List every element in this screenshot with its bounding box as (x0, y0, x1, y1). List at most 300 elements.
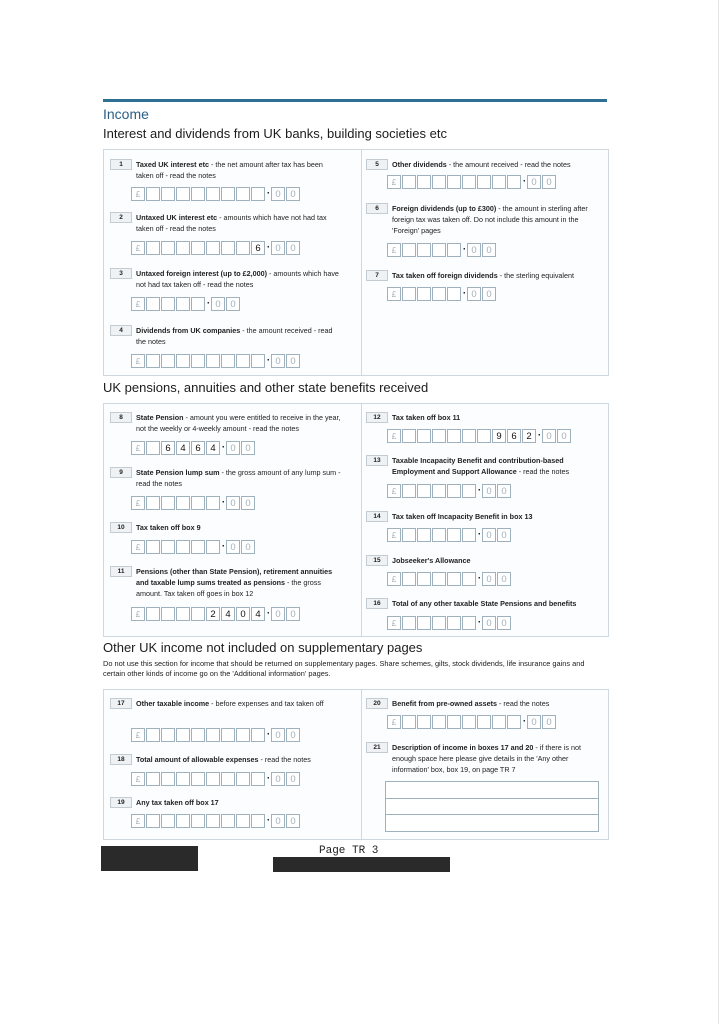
box-number: 11 (110, 566, 132, 577)
field-label-rest: - the sterling equivalent (497, 271, 575, 280)
decimal-point: · (221, 540, 226, 552)
pence-box[interactable]: 0 (271, 772, 285, 786)
digit-box[interactable] (402, 429, 416, 443)
pence-box[interactable]: 0 (271, 354, 285, 368)
pence-box[interactable]: 0 (497, 572, 511, 586)
digit-box[interactable] (146, 496, 160, 510)
section-note-other-income: Do not use this section for income that should be returned on supplementary pages. Share schemes, gilts, stock dividends, life insurance gains and certain other kinds of income go on the 'Additional information' pages. (103, 659, 585, 678)
digit-box[interactable] (417, 243, 431, 257)
field-label-rest: - the gross amount. Tax taken off goes in box 12 (136, 578, 321, 598)
box-number: 16 (366, 598, 388, 609)
field-label (392, 412, 598, 423)
digit-box[interactable] (236, 814, 250, 828)
pence-box[interactable]: 0 (542, 715, 556, 729)
digit-box[interactable] (146, 187, 160, 201)
digit-box[interactable] (462, 572, 476, 586)
decimal-point: · (462, 243, 467, 255)
digit-box[interactable] (447, 715, 461, 729)
decimal-point: · (266, 354, 271, 366)
field-label-rest: - read the notes (497, 699, 550, 708)
digit-box[interactable] (492, 175, 506, 189)
digit-box[interactable] (191, 607, 205, 621)
box-number: 1 (110, 159, 132, 170)
decimal-point: · (266, 772, 271, 784)
field-label (392, 698, 598, 709)
field-label (136, 325, 342, 347)
digit-box[interactable] (447, 287, 461, 301)
currency-symbol: £ (387, 484, 401, 498)
pence-box[interactable]: 0 (286, 354, 300, 368)
field-label (136, 698, 342, 709)
pence-box[interactable]: 0 (497, 616, 511, 630)
digit-box[interactable] (206, 772, 220, 786)
amount-entry-box-4[interactable] (131, 352, 301, 369)
decimal-point: · (522, 715, 527, 727)
digit-box[interactable] (462, 175, 476, 189)
field-label-bold: Jobseeker's Allowance (392, 556, 471, 565)
currency-symbol: £ (387, 429, 401, 443)
field-label-rest: - the amount in sterling after foreign tax was taken off. Do not include this amount in the 'Foreign' pages (392, 204, 588, 235)
field-label-bold: Any tax taken off box 17 (136, 798, 219, 807)
amount-entry-box-3[interactable] (131, 295, 241, 312)
redaction-block (273, 857, 450, 872)
field-label-rest: - amounts which have not had tax taken off - read the notes (136, 213, 327, 233)
digit-box[interactable] (477, 175, 491, 189)
box-number: 7 (366, 270, 388, 281)
digit-box[interactable] (432, 616, 446, 630)
digit-box[interactable] (432, 572, 446, 586)
amount-entry-box-16[interactable] (387, 614, 512, 631)
pence-box[interactable]: 0 (482, 484, 496, 498)
digit-box[interactable] (176, 772, 190, 786)
digit-box[interactable]: 6 (251, 241, 265, 255)
digit-box[interactable] (146, 297, 160, 311)
field-label (392, 159, 598, 170)
amount-entry-box-12[interactable] (387, 427, 572, 444)
digit-box[interactable] (417, 287, 431, 301)
pence-box[interactable]: 0 (271, 728, 285, 742)
pence-box[interactable]: 0 (286, 607, 300, 621)
field-label (136, 159, 342, 181)
box-number: 5 (366, 159, 388, 170)
digit-box[interactable]: 6 (507, 429, 521, 443)
field-label (136, 212, 342, 234)
digit-box[interactable] (146, 814, 160, 828)
digit-box[interactable] (251, 728, 265, 742)
field-label-rest: - the amount received - read the notes (446, 160, 571, 169)
box-number: 19 (110, 797, 132, 808)
digit-box[interactable] (447, 572, 461, 586)
digit-box[interactable] (221, 241, 235, 255)
field-label (136, 754, 342, 765)
digit-box[interactable] (432, 175, 446, 189)
pence-box[interactable]: 0 (271, 607, 285, 621)
decimal-point: · (266, 607, 271, 619)
digit-box[interactable] (191, 297, 205, 311)
digit-box[interactable] (462, 528, 476, 542)
field-label (392, 742, 598, 775)
digit-box[interactable] (206, 354, 220, 368)
amount-entry-box-8[interactable] (131, 439, 256, 456)
pence-box[interactable]: 0 (211, 297, 225, 311)
amount-entry-box-19[interactable] (131, 812, 301, 829)
amount-entry-box-20[interactable] (387, 713, 557, 730)
digit-box[interactable] (402, 616, 416, 630)
digit-box[interactable] (146, 354, 160, 368)
pence-box[interactable]: 0 (497, 528, 511, 542)
digit-box[interactable] (221, 772, 235, 786)
field-label-bold: Description of income in boxes 17 and 20 (392, 743, 534, 752)
decimal-point: · (462, 287, 467, 299)
pence-box[interactable]: 0 (557, 429, 571, 443)
field-label-rest: - the gross amount of any lump sum - read the notes (136, 468, 341, 488)
field-label-rest: - amounts which have not had tax taken off - read the notes (136, 269, 339, 289)
decimal-point: · (477, 616, 482, 628)
digit-box[interactable] (161, 607, 175, 621)
digit-box[interactable] (176, 496, 190, 510)
header-rule (103, 99, 607, 102)
amount-entry-box-2[interactable] (131, 239, 301, 256)
amount-entry-box-13[interactable] (387, 482, 512, 499)
box-number: 17 (110, 698, 132, 709)
digit-box[interactable] (402, 175, 416, 189)
digit-box[interactable] (432, 715, 446, 729)
box-number: 9 (110, 467, 132, 478)
digit-box[interactable] (191, 540, 205, 554)
pence-box[interactable]: 0 (542, 175, 556, 189)
box-number: 21 (366, 742, 388, 753)
digit-box[interactable] (477, 715, 491, 729)
digit-box[interactable] (462, 484, 476, 498)
digit-box[interactable] (417, 572, 431, 586)
pence-box[interactable]: 0 (271, 187, 285, 201)
digit-box[interactable] (146, 772, 160, 786)
field-label-bold: Tax taken off box 11 (392, 413, 461, 422)
section-title-interest: Interest and dividends from UK banks, building societies etc (103, 126, 447, 141)
amount-entry-box-6[interactable] (387, 241, 497, 258)
decimal-point: · (477, 484, 482, 496)
digit-box[interactable] (221, 728, 235, 742)
currency-symbol: £ (387, 528, 401, 542)
digit-box[interactable] (432, 287, 446, 301)
digit-box[interactable] (191, 496, 205, 510)
digit-box[interactable] (161, 814, 175, 828)
pence-box[interactable]: 0 (286, 814, 300, 828)
digit-box[interactable] (191, 772, 205, 786)
digit-box[interactable] (206, 814, 220, 828)
digit-box[interactable] (176, 728, 190, 742)
digit-box[interactable] (462, 715, 476, 729)
field-label-bold: Pensions (other than State Pension), retirement annuities and taxable lump sums treated as pensions (136, 567, 333, 587)
digit-box[interactable] (176, 607, 190, 621)
amount-entry-box-17[interactable] (131, 726, 301, 743)
digit-box[interactable] (146, 441, 160, 455)
pence-box[interactable]: 0 (241, 496, 255, 510)
decimal-point: · (221, 441, 226, 453)
digit-box[interactable] (161, 496, 175, 510)
page-heading: Income (103, 106, 149, 122)
digit-box[interactable] (417, 484, 431, 498)
field-label-bold: Untaxed foreign interest (up to £2,000) (136, 269, 267, 278)
digit-box[interactable] (432, 528, 446, 542)
pence-box[interactable]: 0 (482, 287, 496, 301)
digit-box[interactable] (206, 187, 220, 201)
digit-box[interactable] (402, 572, 416, 586)
field-label (392, 203, 598, 236)
field-label (392, 270, 598, 281)
box-number: 18 (110, 754, 132, 765)
digit-box[interactable] (432, 484, 446, 498)
digit-box[interactable] (417, 175, 431, 189)
amount-entry-box-18[interactable] (131, 770, 301, 787)
decimal-point: · (266, 187, 271, 199)
pence-box[interactable]: 0 (226, 496, 240, 510)
field-label (136, 467, 342, 489)
decimal-point: · (477, 572, 482, 584)
field-label-bold: Total of any other taxable State Pensions and benefits (392, 599, 577, 608)
digit-box[interactable] (221, 354, 235, 368)
decimal-point: · (221, 496, 226, 508)
field-label (136, 566, 342, 599)
box-number: 8 (110, 412, 132, 423)
digit-box[interactable]: 2 (206, 607, 220, 621)
pence-box[interactable]: 0 (527, 175, 541, 189)
amount-entry-box-5[interactable] (387, 173, 557, 190)
amount-entry-box-11[interactable] (131, 605, 301, 622)
field-label (136, 522, 342, 533)
digit-box[interactable]: 4 (221, 607, 235, 621)
amount-entry-box-10[interactable] (131, 538, 256, 555)
digit-box[interactable] (447, 175, 461, 189)
currency-symbol: £ (131, 728, 145, 742)
field-label-bold: Tax taken off Incapacity Benefit in box 13 (392, 512, 533, 521)
digit-box[interactable] (447, 528, 461, 542)
digit-box[interactable] (206, 241, 220, 255)
digit-box[interactable] (221, 814, 235, 828)
digit-box[interactable] (402, 287, 416, 301)
field-label-bold: Taxed UK interest etc (136, 160, 209, 169)
currency-symbol: £ (387, 616, 401, 630)
field-label-rest: - before expenses and tax taken off (209, 699, 324, 708)
pence-box[interactable]: 0 (482, 528, 496, 542)
box-number: 3 (110, 268, 132, 279)
field-label-bold: Dividends from UK companies (136, 326, 241, 335)
digit-box[interactable]: 4 (176, 441, 190, 455)
pence-box[interactable]: 0 (271, 814, 285, 828)
digit-box[interactable] (206, 496, 220, 510)
digit-box[interactable] (191, 241, 205, 255)
field-label-bold: State Pension (136, 413, 184, 422)
digit-box[interactable]: 0 (236, 607, 250, 621)
currency-symbol: £ (387, 715, 401, 729)
pence-box[interactable]: 0 (271, 241, 285, 255)
digit-box[interactable] (146, 540, 160, 554)
digit-box[interactable] (146, 241, 160, 255)
field-label-bold: Untaxed UK interest etc (136, 213, 218, 222)
digit-box[interactable] (161, 187, 175, 201)
field-label-bold: State Pension lump sum (136, 468, 220, 477)
digit-box[interactable] (206, 540, 220, 554)
digit-box[interactable] (402, 243, 416, 257)
field-label (392, 555, 598, 566)
box-number: 20 (366, 698, 388, 709)
digit-box[interactable] (251, 814, 265, 828)
field-label (392, 511, 598, 522)
field-label-bold: Tax taken off foreign dividends (392, 271, 498, 280)
pence-box[interactable]: 0 (286, 772, 300, 786)
digit-box[interactable] (417, 528, 431, 542)
amount-entry-box-14[interactable] (387, 526, 512, 543)
pence-box[interactable]: 0 (482, 572, 496, 586)
pence-box[interactable]: 0 (241, 441, 255, 455)
digit-box[interactable] (236, 187, 250, 201)
pence-box[interactable]: 0 (286, 728, 300, 742)
digit-box[interactable] (462, 429, 476, 443)
currency-symbol: £ (131, 814, 145, 828)
digit-box[interactable] (462, 616, 476, 630)
digit-box[interactable] (402, 484, 416, 498)
digit-box[interactable] (447, 616, 461, 630)
digit-box[interactable] (221, 187, 235, 201)
field-label-bold: Tax taken off box 9 (136, 523, 201, 532)
pence-box[interactable]: 0 (482, 243, 496, 257)
amount-entry-box-9[interactable] (131, 494, 256, 511)
digit-box[interactable] (146, 728, 160, 742)
amount-entry-box-7[interactable] (387, 285, 497, 302)
field-label (392, 455, 598, 477)
digit-box[interactable] (161, 728, 175, 742)
pence-box[interactable]: 0 (226, 540, 240, 554)
pence-box[interactable]: 0 (241, 540, 255, 554)
digit-box[interactable] (447, 484, 461, 498)
field-label-rest: - amount you were entitled to receive in the year, not the weekly or 4-weekly amount - read the notes (136, 413, 341, 433)
decimal-point: · (266, 241, 271, 253)
digit-box[interactable] (161, 354, 175, 368)
digit-box[interactable] (176, 297, 190, 311)
digit-box[interactable] (447, 243, 461, 257)
pence-box[interactable]: 0 (542, 429, 556, 443)
digit-box[interactable] (236, 728, 250, 742)
digit-box[interactable] (447, 429, 461, 443)
pence-box[interactable]: 0 (286, 187, 300, 201)
digit-box[interactable] (176, 354, 190, 368)
decimal-point: · (477, 528, 482, 540)
digit-box[interactable] (191, 187, 205, 201)
digit-box[interactable]: 4 (251, 607, 265, 621)
digit-box[interactable] (206, 728, 220, 742)
field-label-rest: - if there is not enough space here please give details in the 'Any other information' box, box 19, on page TR 7 (392, 743, 581, 774)
field-label-rest: - the net amount after tax has been taken off - read the notes (136, 160, 323, 180)
box-number: 15 (366, 555, 388, 566)
field-label-bold: Other dividends (392, 160, 447, 169)
pence-box[interactable]: 0 (286, 241, 300, 255)
currency-symbol: £ (131, 772, 145, 786)
pence-box[interactable]: 0 (467, 243, 481, 257)
digit-box[interactable] (236, 241, 250, 255)
decimal-point: · (522, 175, 527, 187)
digit-box[interactable] (417, 616, 431, 630)
currency-symbol: £ (131, 540, 145, 554)
digit-box[interactable] (191, 354, 205, 368)
digit-box[interactable] (236, 772, 250, 786)
currency-symbol: £ (131, 607, 145, 621)
digit-box[interactable] (236, 354, 250, 368)
currency-symbol: £ (387, 243, 401, 257)
pence-box[interactable]: 0 (226, 297, 240, 311)
box-number: 10 (110, 522, 132, 533)
field-label-bold: Other taxable income (136, 699, 210, 708)
digit-box[interactable] (161, 297, 175, 311)
digit-box[interactable]: 4 (206, 441, 220, 455)
pence-box[interactable]: 0 (527, 715, 541, 729)
digit-box[interactable]: 6 (191, 441, 205, 455)
field-label-bold: Taxable Incapacity Benefit and contribution-based Employment and Support Allowance (392, 456, 564, 476)
redaction-block (101, 846, 198, 871)
scan-edge (718, 0, 719, 1024)
digit-box[interactable] (161, 540, 175, 554)
digit-box[interactable] (176, 241, 190, 255)
box-number: 6 (366, 203, 388, 214)
amount-entry-box-15[interactable] (387, 570, 512, 587)
digit-box[interactable] (402, 715, 416, 729)
digit-box[interactable] (432, 429, 446, 443)
field-label (392, 598, 598, 609)
digit-box[interactable] (432, 243, 446, 257)
pence-box[interactable]: 0 (482, 616, 496, 630)
digit-box[interactable]: 2 (522, 429, 536, 443)
pence-box[interactable]: 0 (497, 484, 511, 498)
currency-symbol: £ (387, 287, 401, 301)
digit-box[interactable] (146, 607, 160, 621)
digit-box[interactable] (402, 528, 416, 542)
field-label (136, 268, 342, 290)
digit-box[interactable]: 6 (161, 441, 175, 455)
digit-box[interactable] (477, 429, 491, 443)
digit-box[interactable] (191, 728, 205, 742)
box-21-description-field[interactable] (385, 781, 599, 832)
digit-box[interactable] (251, 354, 265, 368)
digit-box[interactable] (492, 715, 506, 729)
digit-box[interactable] (176, 814, 190, 828)
digit-box[interactable] (251, 187, 265, 201)
box-number: 12 (366, 412, 388, 423)
digit-box[interactable] (176, 540, 190, 554)
amount-entry-box-1[interactable] (131, 185, 301, 202)
digit-box[interactable] (191, 814, 205, 828)
digit-box[interactable] (161, 772, 175, 786)
currency-symbol: £ (387, 175, 401, 189)
digit-box[interactable] (161, 241, 175, 255)
digit-box[interactable] (507, 715, 521, 729)
section-title-other-income: Other UK income not included on supplementary pages (103, 640, 423, 655)
digit-box[interactable] (176, 187, 190, 201)
pence-box[interactable]: 0 (226, 441, 240, 455)
box-number: 4 (110, 325, 132, 336)
currency-symbol: £ (131, 354, 145, 368)
page-footer: Page TR 3 (319, 845, 379, 857)
decimal-point: · (206, 297, 211, 309)
pence-box[interactable]: 0 (467, 287, 481, 301)
field-label-bold: Benefit from pre-owned assets (392, 699, 498, 708)
digit-box[interactable]: 9 (492, 429, 506, 443)
currency-symbol: £ (131, 187, 145, 201)
digit-box[interactable] (417, 429, 431, 443)
digit-box[interactable] (507, 175, 521, 189)
digit-box[interactable] (251, 772, 265, 786)
currency-symbol: £ (131, 441, 145, 455)
field-label-rest: - the amount received - read the notes (136, 326, 333, 346)
digit-box[interactable] (417, 715, 431, 729)
